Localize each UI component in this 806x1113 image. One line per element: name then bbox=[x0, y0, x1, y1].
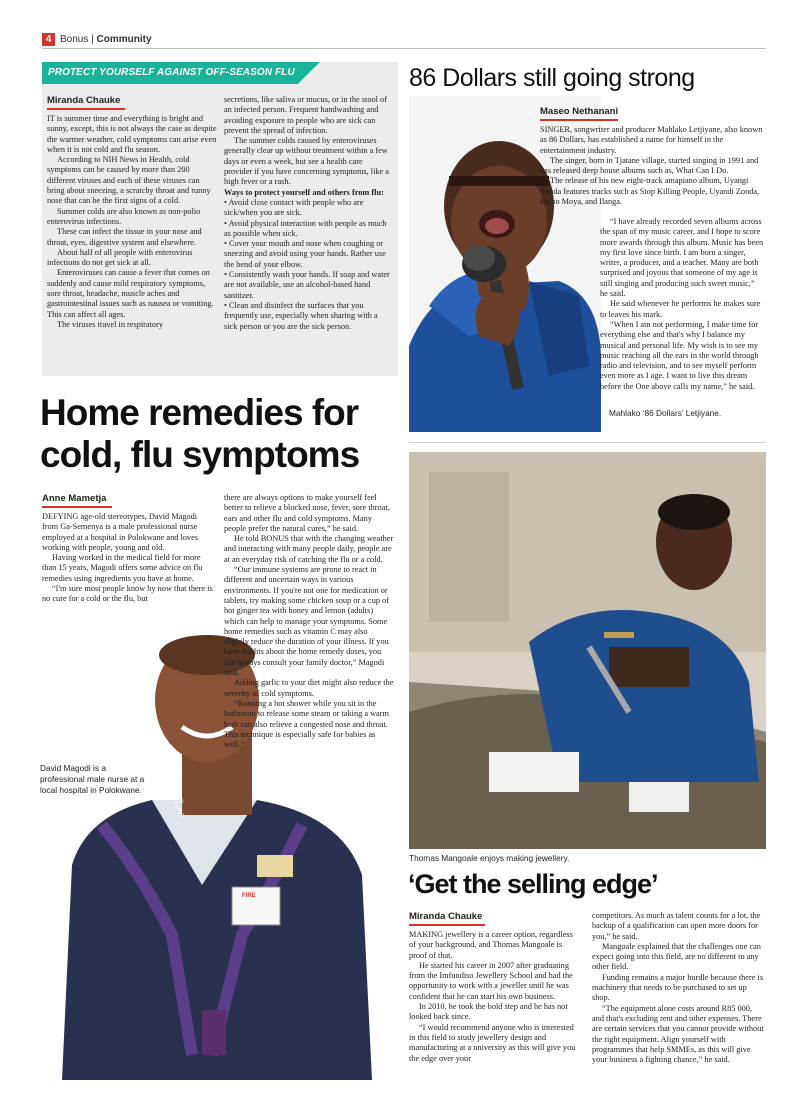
selling-paragraph: Mangoale explained that the challenges one can expect going into this field, are no different to any other field. bbox=[592, 941, 761, 972]
flu-subhead: Ways to protect yourself and others from flu: bbox=[224, 187, 384, 197]
selling-column-2 bbox=[592, 911, 766, 1065]
selling-byline: Miranda Chauke bbox=[409, 911, 483, 922]
dollars-column-top bbox=[540, 125, 764, 207]
flu-bullet: • Avoid close contact with people who are sick/when you are sick. bbox=[224, 197, 364, 218]
flu-paragraph: secretions, like saliva or mucus, or in the stool of an infected person. Frequent handwashing and avoiding exposure to people who are sick can prevent the spread of infection. bbox=[224, 95, 387, 135]
selling-paragraph: He started his career in 2007 after graduating from the Imfundiso Jewellery School and had the opportunity to work with a jeweller until he was confident that he can start his own business. bbox=[409, 960, 573, 1001]
flu-paragraph: The viruses travel in respiratory bbox=[57, 319, 163, 329]
header-rule bbox=[42, 48, 766, 49]
remedies-headline-line: cold, flu symptoms bbox=[40, 434, 360, 475]
flu-paragraph: Summer colds are also known as non-polio enterovirus infections. bbox=[47, 206, 201, 226]
dollars-paragraph: “I have already recorded seven albums across the span of my music career, and I hope to score more awards through this album. Music has been my first love since birth. I am born a singer, writer, a producer, and a teacher. Many are both surprised and joyous that someone of my age is still singing and producing such sweet music,” he said. bbox=[600, 217, 764, 299]
remedies-paragraph: Having worked in the medical field for more than 15 years, Magodi offers some advice on flu remedies using ingredients you have at home. bbox=[42, 553, 203, 583]
jewellery-caption: Thomas Mangoale enjoys making jewellery. bbox=[409, 853, 570, 863]
flu-bullet: • Clean and disinfect the surfaces that you frequently use, especially when sharing with a sick person or you are the sick person. bbox=[224, 300, 378, 331]
flu-column-1 bbox=[47, 114, 217, 330]
remedies-headline bbox=[40, 392, 359, 476]
remedies-paragraph: “Our immune systems are prone to react in different and uncertain ways in various environments. If you're not one for medication or tablets, try making some chicken soup or a cup of hot ginger tea with honey and lemon (adults) which can help to manage your symptoms. Some home remedies such as vitamin C may also slightly reduce the duration of your illness. If you have doubts about the home remedy doses, you can always consult your family doctor,” Magodi said. bbox=[224, 565, 389, 678]
dollars-paragraph: He said whenever he performs he makes sure to leaves his mark. bbox=[600, 299, 761, 319]
remedies-caption: David Magodi is a professional male nurse at a local hospital in Polokwane. bbox=[40, 763, 145, 795]
remedies-paragraph: Adding garlic to your diet might also reduce the severity of cold symptoms. bbox=[224, 678, 394, 698]
dollars-headline: 86 Dollars still going strong bbox=[409, 64, 695, 92]
remedies-column-1 bbox=[42, 512, 214, 605]
jeweller-illustration bbox=[409, 452, 766, 849]
dollars-caption: Mahlako ‘86 Dollars’ Letjiyane. bbox=[609, 408, 722, 418]
dollars-paragraph: The release of his new eight-track amapiano album, Uyangi Zonda features tracks such as Stop Killing People, Uyandi Zonda, Ba no Moya, and Ilanga. bbox=[540, 176, 760, 207]
flu-byline-rule bbox=[47, 108, 125, 110]
dollars-paragraph: SINGER, songwriter and producer Mahlako Letjiyane, also known as 86 Dollars, has established a name for himself in the entertainment industry. bbox=[540, 125, 763, 155]
flu-paragraph: These can infect the tissue in your nose and throat, eyes, digestive system and elsewhere. bbox=[47, 227, 202, 247]
dollars-byline: Maseo Nethanani bbox=[540, 106, 619, 117]
dollars-paragraph: The singer, born in Tjatane village, started singing in 1991 and has released deep house albums such as, What Can I Do. bbox=[540, 155, 759, 176]
remedies-headline-line: Home remedies for bbox=[40, 392, 359, 433]
remedies-byline-rule bbox=[42, 506, 112, 508]
selling-paragraph: Funding remains a major hurdle because there is machinery that needs to be purchased to set up shop. bbox=[592, 972, 764, 1003]
publication-name: Bonus bbox=[60, 34, 89, 45]
flu-banner-text: PROTECT YOURSELF AGAINST OFF-SEASON FLU bbox=[48, 67, 295, 78]
flu-bullet: • Avoid physical interaction with people as much as possible when sick. bbox=[224, 218, 387, 238]
flu-paragraph: IT is summer time and everything is bright and sunny, except, this is not always the case as despite the warmer weather, cold symptoms can arise even when it is not cold and flu season. bbox=[47, 114, 217, 154]
selling-paragraph: MAKING jewellery is a career option, regardless of your background, and Thomas Mangoale is proof of that. bbox=[409, 930, 573, 960]
remedies-column-2 bbox=[224, 493, 394, 750]
selling-headline: ‘Get the selling edge’ bbox=[408, 869, 658, 899]
flu-byline: Miranda Chauke bbox=[47, 95, 121, 106]
dollars-byline-rule bbox=[540, 119, 618, 121]
badge-text: FIRE bbox=[242, 893, 256, 899]
flu-paragraph: According to NIH News in Health, cold symptoms can be caused by more than 200 different viruses and each of these viruses can bring about sneezing, a scratchy throat and runny nose that can be the first signs of a cold. bbox=[47, 155, 211, 206]
flu-bullet: • Consistently wash your hands. If soap and water are not available, use an alcohol-based hand sanitizer. bbox=[224, 270, 390, 300]
remedies-paragraph: “I'm sure most people know by now that there is no cure for a cold or the flu, but bbox=[42, 584, 213, 604]
remedies-paragraph: DEFYING age-old stereotypes, David Magodi from Ga-Semenya is a male professional nurse employed at a hospital in Polokwane and loves working with people, young and old. bbox=[42, 512, 198, 552]
flu-paragraph: The summer colds caused by enteroviruses generally clear up without treatment within a few days or even a week, but see a health care provider if you have concerning symptoms, like a high fever or a rash. bbox=[224, 136, 389, 187]
remedies-paragraph: He told BONUS that with the changing weather and interacting with many people daily, people are at an everyday risk of catching the flu or a cold. bbox=[224, 534, 394, 564]
column-divider bbox=[409, 442, 766, 443]
flu-paragraph: Enteroviruses can cause a fever that comes on suddenly and cause mild respiratory symptoms, sore throat, headache, muscle aches and gastrointestinal issues such as nausea or vomiting. This can affect all ages. bbox=[47, 268, 214, 319]
selling-paragraph: competitors. As much as talent counts for a lot, the backup of a qualification can open more doors for you,” he said. bbox=[592, 911, 761, 941]
section-separator: | bbox=[91, 34, 97, 45]
lanyard-text: Dr. Reddy's bbox=[171, 797, 186, 819]
selling-byline-rule bbox=[409, 924, 485, 926]
flu-paragraph: About half of all people with enterovirus infections do not get sick at all. bbox=[47, 247, 193, 268]
flu-column-2 bbox=[224, 95, 392, 332]
selling-paragraph: “The equipment alone costs around R85 000, and that's excluding rent and other expenses. There are certain services that you cannot provide without the right equipment. Align yourself with programmes that help SMMEs, as this will give your business a fighting chance,” he said. bbox=[592, 1003, 764, 1065]
flu-bullet: • Cover your mouth and nose when coughing or sneezing and avoid using your hands. Rather use the bend of your elbow. bbox=[224, 239, 386, 269]
dollars-column-bottom bbox=[600, 217, 764, 392]
remedies-byline: Anne Mametja bbox=[42, 493, 107, 504]
section-name: Community bbox=[96, 34, 152, 45]
section-label bbox=[60, 33, 152, 46]
jewellery-photo bbox=[409, 452, 766, 849]
selling-paragraph: In 2010, he took the bold step and he has not looked back since. bbox=[409, 1002, 568, 1022]
selling-paragraph: “I would recommend anyone who is interested in this field to study jewellery design and manufacturing at a university as this will give you the edge over your bbox=[409, 1022, 576, 1063]
remedies-paragraph: there are always options to make yourself feel better to relieve a blocked nose, fever, sore throat, ears and other flu and cold symptoms. Many people prefer the natural cures,” he said. bbox=[224, 493, 390, 533]
dollars-paragraph: “When I am not performing, I make time for everything else and that's why I balance my musical and personal life. My wish is to see my music reaching all the ears in the world through radio and television, and to see myself perform even more as I age. I want to live this dream before the One above calls my name,” he said. bbox=[600, 319, 759, 391]
selling-column-1 bbox=[409, 930, 581, 1064]
remedies-paragraph: “Running a hot shower while you sit in the bathroom to release some steam or taking a warm bath can also relieve a congested nose and throat. This technique is especially safe for babies as well.” bbox=[224, 698, 389, 750]
page-number: 4 bbox=[42, 33, 55, 46]
